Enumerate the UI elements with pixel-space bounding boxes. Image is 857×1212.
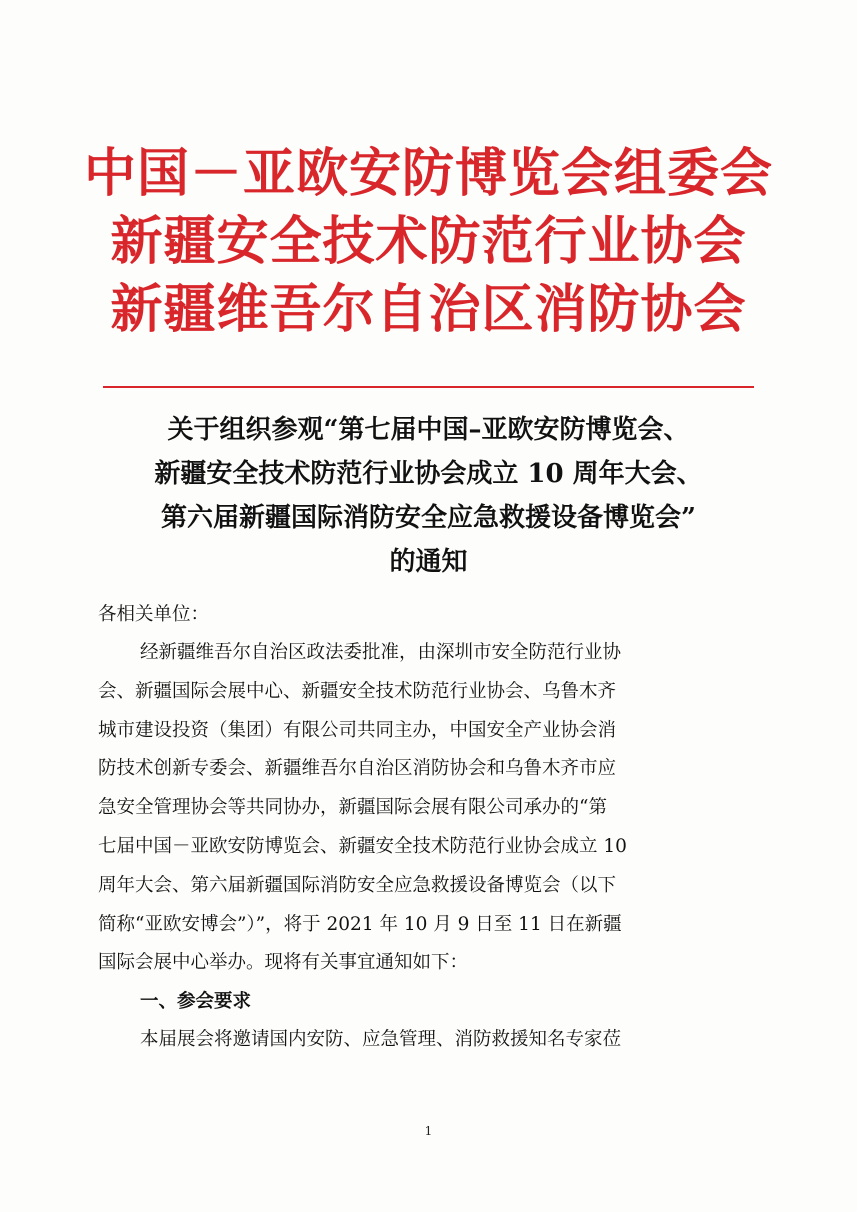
paragraph-line: 防技术创新专委会、新疆维吾尔自治区消防协会和乌鲁木齐市应 bbox=[98, 758, 617, 780]
organization-name: 新疆安全技术防范行业协会 bbox=[110, 212, 747, 272]
organization-name: 中国－亚欧安防博览会组委会 bbox=[83, 144, 773, 204]
header-divider bbox=[103, 386, 754, 388]
paragraph-line: 会、新疆国际会展中心、新疆安全技术防范行业协会、乌鲁木齐 bbox=[98, 680, 617, 702]
document-body bbox=[98, 596, 758, 1060]
title-line: 关于组织参观“第七届中国–亚欧安防博览会、 bbox=[167, 415, 690, 445]
organization-name: 新疆维吾尔自治区消防协会 bbox=[110, 280, 747, 340]
paragraph-line: 急安全管理协会等共同协办，新疆国际会展有限公司承办的“第 bbox=[98, 797, 607, 819]
body-paragraph bbox=[98, 634, 758, 983]
paragraph-line: 经新疆维吾尔自治区政法委批准，由深圳市安全防范行业协 bbox=[140, 642, 622, 663]
paragraph-line: 城市建设投资（集团）有限公司共同主办，中国安全产业协会消 bbox=[98, 719, 617, 741]
section-paragraph-line: 本届展会将邀请国内安防、应急管理、消防救援知名专家莅 bbox=[140, 1029, 622, 1051]
organization-header bbox=[0, 140, 857, 344]
paragraph-line: 简称“亚欧安博会”）”，将于 2021 年 10 月 9 日至 11 日在新疆 bbox=[98, 913, 622, 935]
section-heading: 一、参会要求 bbox=[140, 991, 252, 1013]
title-line: 的通知 bbox=[389, 547, 468, 577]
paragraph-line: 七届中国－亚欧安防博览会、新疆安全技术防范行业协会成立 10 bbox=[98, 835, 627, 857]
salutation: 各相关单位： bbox=[98, 604, 210, 625]
paragraph-line: 国际会展中心举办。现将有关事宜通知如下： bbox=[98, 952, 469, 974]
title-line: 新疆安全技术防范行业协会成立 10 周年大会、 bbox=[154, 459, 703, 489]
title-line: 第六届新疆国际消防安全应急救援设备博览会” bbox=[161, 503, 696, 533]
page-number: 1 bbox=[424, 1124, 433, 1138]
paragraph-line: 周年大会、第六届新疆国际消防安全应急救援设备博览会（以下 bbox=[98, 874, 617, 896]
document-title bbox=[60, 408, 797, 584]
